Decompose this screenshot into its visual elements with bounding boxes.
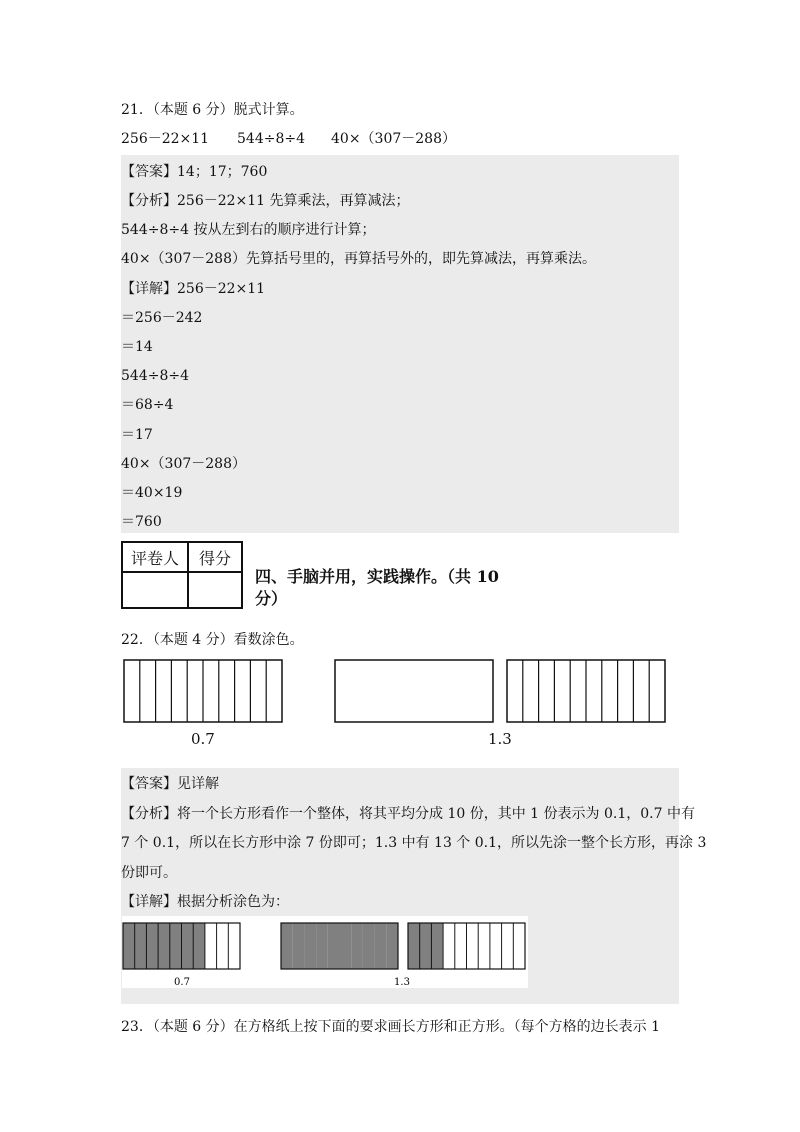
shaded-cell	[281, 923, 293, 969]
q21-detail-2: ＝256－242	[121, 310, 203, 326]
q21-detail-8: ＝40×19	[121, 485, 183, 501]
grid-outline	[335, 660, 493, 722]
shaded-cell	[146, 923, 158, 969]
q22-shaded-figure	[0, 915, 800, 995]
score-box-score: 得分	[188, 542, 242, 572]
q22-blank-whole-rect[interactable]	[335, 660, 493, 722]
shaded-cell	[316, 923, 328, 969]
shaded-cell	[363, 923, 375, 969]
q21-detail-9: ＝760	[121, 514, 162, 530]
score-box	[121, 541, 243, 609]
q22-analysis-3: 份即可。	[121, 865, 177, 881]
shaded-cell	[293, 923, 305, 969]
shaded-cell	[420, 923, 432, 969]
q22-answer: 【答案】见详解	[121, 776, 219, 792]
shaded-cell	[340, 923, 352, 969]
section-4-title: 四、手脑并用，实践操作。（共 10 分）	[255, 567, 499, 608]
q22-shaded-label-1-3: 1.3	[394, 977, 410, 988]
shaded-cell	[170, 923, 182, 969]
q22-analysis-2: 7 个 0.1，所以在长方形中涂 7 份即可；1.3 中有 13 个 0.1，所以先涂一整个长方形，再涂 3	[121, 835, 707, 851]
q21-analysis-2: 544÷8÷4 按从左到右的顺序进行计算；	[121, 222, 376, 238]
shaded-cell	[193, 923, 205, 969]
q22-title: 22．（本题 4 分）看数涂色。	[121, 632, 304, 648]
q21-expr3: 40×（307－288）	[331, 131, 456, 147]
score-box-reviewer: 评卷人	[122, 542, 188, 572]
q22-label-0-7: 0.7	[191, 730, 215, 748]
q21-detail-4: 544÷8÷4	[121, 368, 189, 384]
q21-solution-panel	[121, 155, 679, 533]
q22-shaded-whole-rect	[281, 923, 398, 969]
q21-detail-6: ＝17	[121, 427, 153, 443]
q21-detail-5: ＝68÷4	[121, 397, 174, 413]
q21-analysis-1: 【分析】256－22×11 先算乘法，再算减法；	[121, 193, 410, 209]
shaded-cell	[182, 923, 194, 969]
q23-title: 23．（本题 6 分）在方格纸上按下面的要求画长方形和正方形。（每个方格的边长表示 1	[121, 1019, 660, 1035]
q21-title: 21．（本题 6 分）脱式计算。	[121, 102, 304, 118]
shaded-cell	[351, 923, 363, 969]
shaded-cell	[431, 923, 443, 969]
shaded-cell	[408, 923, 420, 969]
q21-expr1: 256－22×11	[121, 131, 210, 147]
q22-shaded-label-0-7: 0.7	[174, 977, 190, 988]
shaded-cell	[123, 923, 135, 969]
score-box-score-cell[interactable]	[188, 572, 242, 608]
shaded-cell	[375, 923, 387, 969]
shaded-cell	[386, 923, 398, 969]
q21-analysis-3: 40×（307－288）先算括号里的，再算括号外的，即先算减法，再算乘法。	[121, 251, 596, 267]
q22-analysis-1: 【分析】将一个长方形看作一个整体，将其平均分成 10 份，其中 1 份表示为 0.1，0.7 中有	[121, 806, 695, 822]
q21-detail-1: 【详解】256－22×11	[121, 281, 266, 297]
score-box-reviewer-cell[interactable]	[122, 572, 188, 608]
shaded-cell	[135, 923, 147, 969]
q21-answer: 【答案】14；17；760	[121, 164, 268, 180]
q22-blank-figure	[0, 650, 800, 750]
q21-expr2: 544÷8÷4	[237, 131, 305, 147]
q22-blank-grid-1-3[interactable]	[507, 660, 665, 722]
shaded-cell	[328, 923, 340, 969]
q22-blank-grid-0-7[interactable]	[124, 660, 282, 722]
shaded-cell	[304, 923, 316, 969]
q22-label-1-3: 1.3	[488, 730, 512, 748]
shaded-cell	[158, 923, 170, 969]
q21-detail-7: 40×（307－288）	[121, 456, 246, 472]
q21-detail-3: ＝14	[121, 339, 153, 355]
q22-detail: 【详解】根据分析涂色为：	[121, 894, 289, 910]
